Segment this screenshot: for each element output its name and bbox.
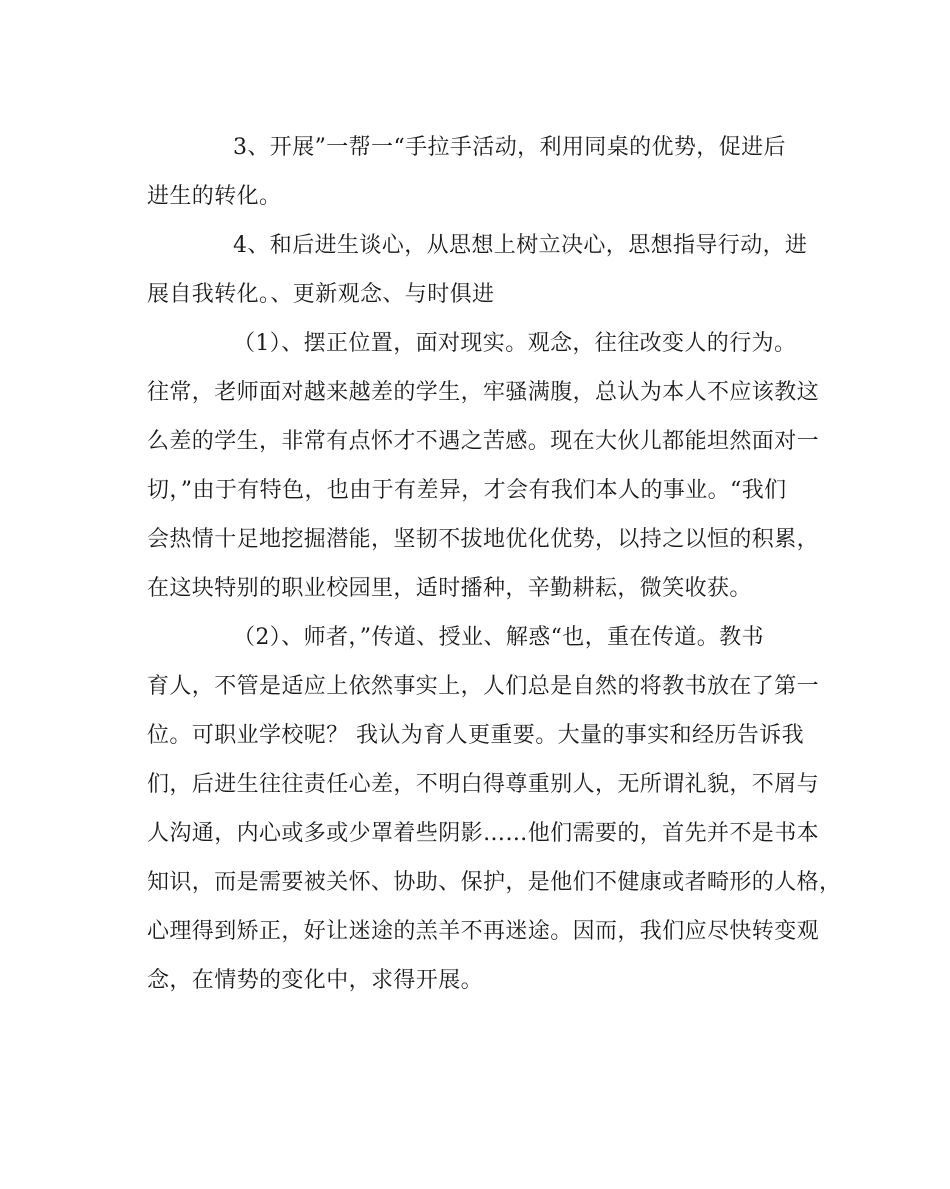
section-2-line-4: 们，后进生往往责任心差，不明白得尊重别人，无所谓礼貌，不屑与: [147, 772, 820, 797]
paragraph-3-line-1: 3、开展”一帮一“手拉手活动，利用同桌的优势，促进后: [233, 135, 786, 160]
section-1-line-1: （1）、摆正位置，面对现实。观念，往往改变人的行为。: [233, 331, 797, 356]
paragraph-4-line-2: 展自我转化。、更新观念、与时俱进: [147, 282, 495, 307]
section-1-line-2: 往常，老师面对越来越差的学生，牢骚满腹，总认为本人不应该教这: [147, 380, 820, 405]
section-2-line-1: （2）、师者，”传道、授业、解惑“也，重在传道。教书: [233, 625, 764, 650]
section-2-line-2: 育人，不管是适应上依然事实上，人们总是自然的将教书放在了第一: [147, 674, 820, 699]
section-1-line-5: 会热情十足地挖掘潜能，坚韧不拔地优化优势，以持之以恒的积累，: [147, 527, 820, 552]
paragraph-3-line-2: 进生的转化。: [147, 184, 282, 209]
section-2-line-3: 位。可职业学校呢？ 我认为育人更重要。大量的事实和经历告诉我: [147, 723, 804, 748]
section-1-line-6: 在这块特别的职业校园里，适时播种，辛勤耕耘，微笑收获。: [147, 576, 752, 601]
section-1-line-3: 么差的学生，非常有点怀才不遇之苦感。现在大伙儿都能坦然面对一: [147, 429, 820, 454]
section-2-line-6: 知识，而是需要被关怀、协助、保护，是他们不健康或者畸形的人格，: [147, 870, 842, 895]
section-2-line-8: 念，在情势的变化中，求得开展。: [147, 968, 484, 993]
section-1-line-4: 切，”由于有特色，也由于有差异，才会有我们本人的事业。“我们: [147, 478, 787, 503]
paragraph-4-line-1: 4、和后进生谈心，从思想上树立决心，思想指导行动，进: [233, 233, 808, 258]
section-2-line-7: 心理得到矫正，好让迷途的羔羊不再迷途。因而，我们应尽快转变观: [147, 919, 820, 944]
section-2-line-5: 人沟通，内心或多或少罩着些阴影……他们需要的，首先并不是书本: [147, 821, 820, 846]
